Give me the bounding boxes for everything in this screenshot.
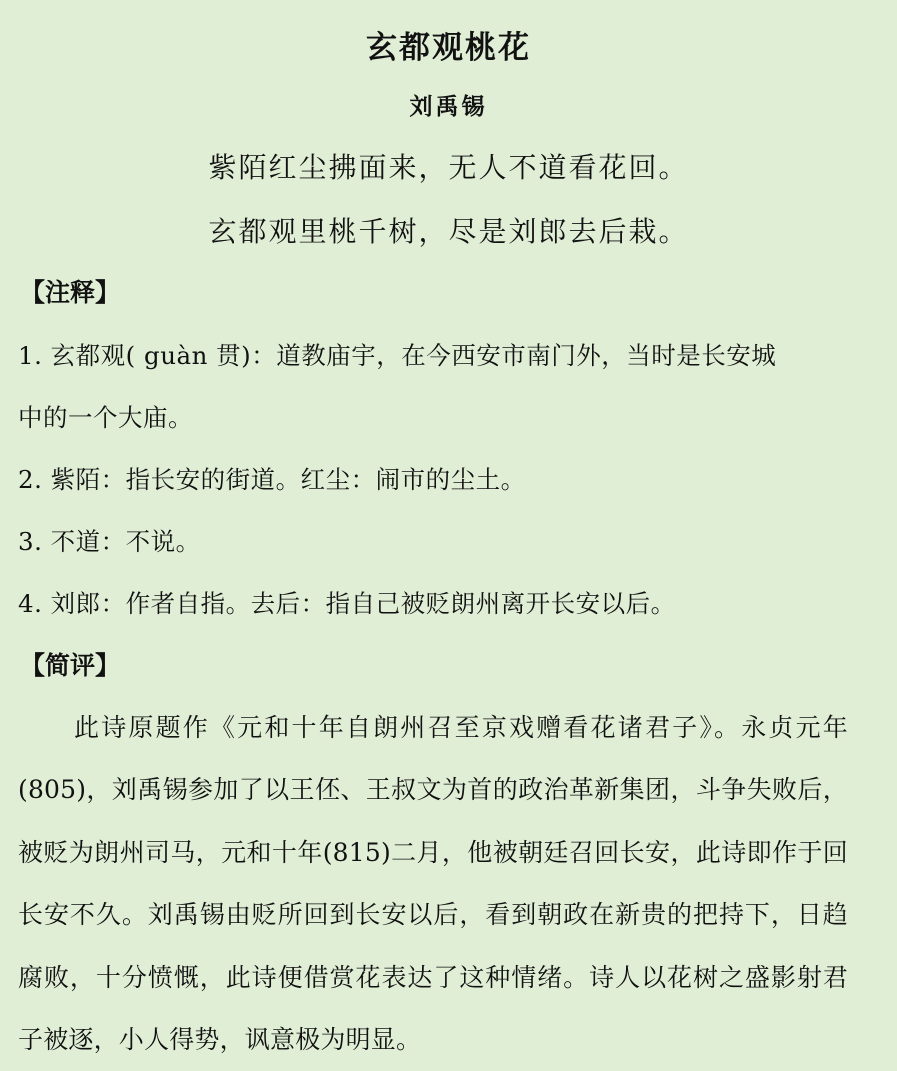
poem-line-2: 玄都观里桃千树，尽是刘郎去后栽。 bbox=[208, 215, 689, 248]
note-4: 4. 刘郎：作者自指。去后：指自己被贬朗州离开长安以后。 bbox=[18, 589, 676, 618]
note-3: 3. 不道：不说。 bbox=[18, 527, 201, 556]
note-1-line-2: 中的一个大庙。 bbox=[18, 403, 193, 432]
poem-line-1: 紫陌红尘拂面来，无人不道看花回。 bbox=[208, 151, 689, 184]
note-1-line-1: 1. 玄都观( guàn 贯)：道教庙宇，在今西安市南门外，当时是长安城 bbox=[18, 341, 777, 370]
commentary-heading: 【简评】 bbox=[20, 651, 121, 680]
poem-author: 刘禹锡 bbox=[409, 93, 488, 120]
note-2: 2. 紫陌：指长安的街道。红尘：闹市的尘土。 bbox=[18, 465, 526, 494]
notes-heading: 【注释】 bbox=[20, 278, 121, 307]
poem-title: 玄都观桃花 bbox=[366, 30, 531, 66]
commentary-text: 此诗原题作《元和十年自朗州召至京戏赠看花诸君子》。永贞元年(805)，刘禹锡参加了以王伾、王叔文为首的政治革新集团，斗争失败后，被贬为朗州司马，元和十年(815)二月，他被朝廷召回长安，此诗即作于回长安不久。刘禹锡由贬所回到长安以后，看到朝政在新贵的把持下，日趋腐败，十分愤慨，此诗便借赏花表达了这种情绪。诗人以花树之盛影射君子被逐，小人得势，讽意极为明显。 bbox=[18, 713, 848, 1055]
